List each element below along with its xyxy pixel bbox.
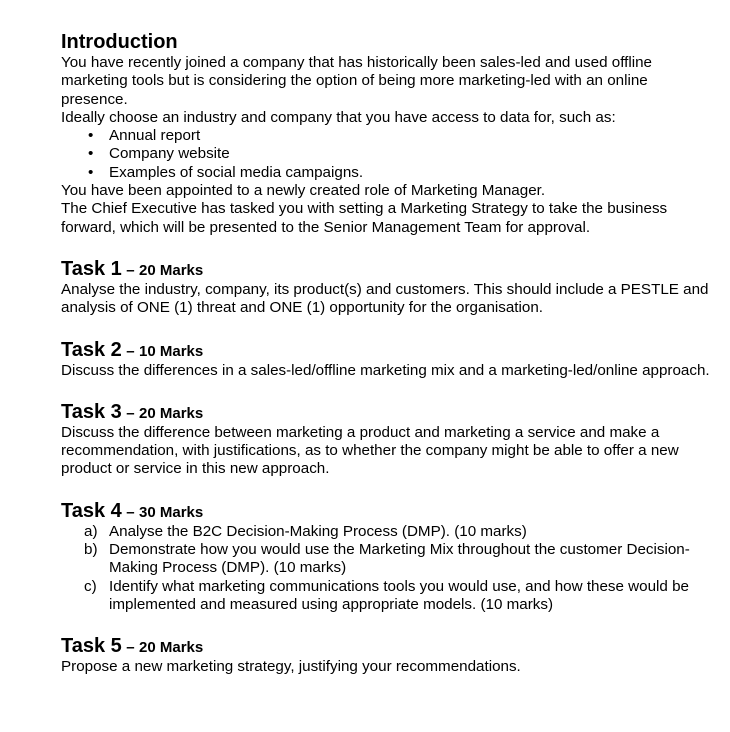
task-1-description: Analyse the industry, company, its product(s) and customers. This should include a PESTLE and analysis of ONE (1) threat and ONE (1) opportunity for the organisation. <box>61 280 709 317</box>
intro-paragraph-3: You have been appointed to a newly created role of Marketing Manager. <box>61 182 546 200</box>
task-2-heading: Task 2 – 10 Marks <box>61 338 204 361</box>
list-item: • Examples of social media campaigns. <box>88 163 364 181</box>
task-4-heading: Task 4 – 30 Marks <box>61 499 204 522</box>
task-1-heading: Task 1 – 20 Marks <box>61 257 204 280</box>
bullet-icon: • <box>88 145 94 163</box>
bullet-icon: • <box>88 127 94 145</box>
subtask-item: c) Identify what marketing communications tools you would use, and how these would be implemented and measured using appropriate models. (10 marks) <box>84 577 689 613</box>
introduction-section <box>61 30 711 237</box>
data-source-list <box>61 127 711 182</box>
intro-paragraph-2: Ideally choose an industry and company that you have access to data for, such as: <box>61 108 616 126</box>
introduction-heading: Introduction <box>61 31 178 53</box>
task-3-heading: Task 3 – 20 Marks <box>61 400 204 423</box>
task-4-section <box>61 499 711 614</box>
task-5-description: Propose a new marketing strategy, justifying your recommendations. <box>61 658 521 676</box>
intro-paragraph-1: You have recently joined a company that has historically been sales-led and used offline marketing tools but is considering the option of being more marketing-led with an online presence. <box>61 54 653 108</box>
document-content <box>61 30 711 677</box>
subtask-item: a) Analyse the B2C Decision-Making Process (DMP). (10 marks) <box>84 522 527 540</box>
task-3-section <box>61 400 711 479</box>
list-item: • Company website <box>88 145 230 163</box>
task-5-section <box>61 634 711 676</box>
subtask-item: b) Demonstrate how you would use the Marketing Mix throughout the customer Decision-Making Process (DMP). (10 marks) <box>84 541 690 577</box>
task-4-subtask-list <box>61 523 711 614</box>
intro-paragraph-4: The Chief Executive has tasked you with setting a Marketing Strategy to take the business forward, which will be presented to the Senior Management Team for approval. <box>61 200 668 236</box>
list-item: • Annual report <box>88 127 201 145</box>
bullet-icon: • <box>88 163 94 181</box>
task-5-heading: Task 5 – 20 Marks <box>61 635 204 658</box>
task-1-section <box>61 257 711 318</box>
task-3-description: Discuss the difference between marketing a product and marketing a service and make a recommendation, with justifications, as to whether the company might be able to offer a new product or service in this new approach. <box>61 423 679 478</box>
task-2-section <box>61 338 711 380</box>
task-2-description: Discuss the differences in a sales-led/offline marketing mix and a marketing-led/online approach. <box>61 361 710 379</box>
